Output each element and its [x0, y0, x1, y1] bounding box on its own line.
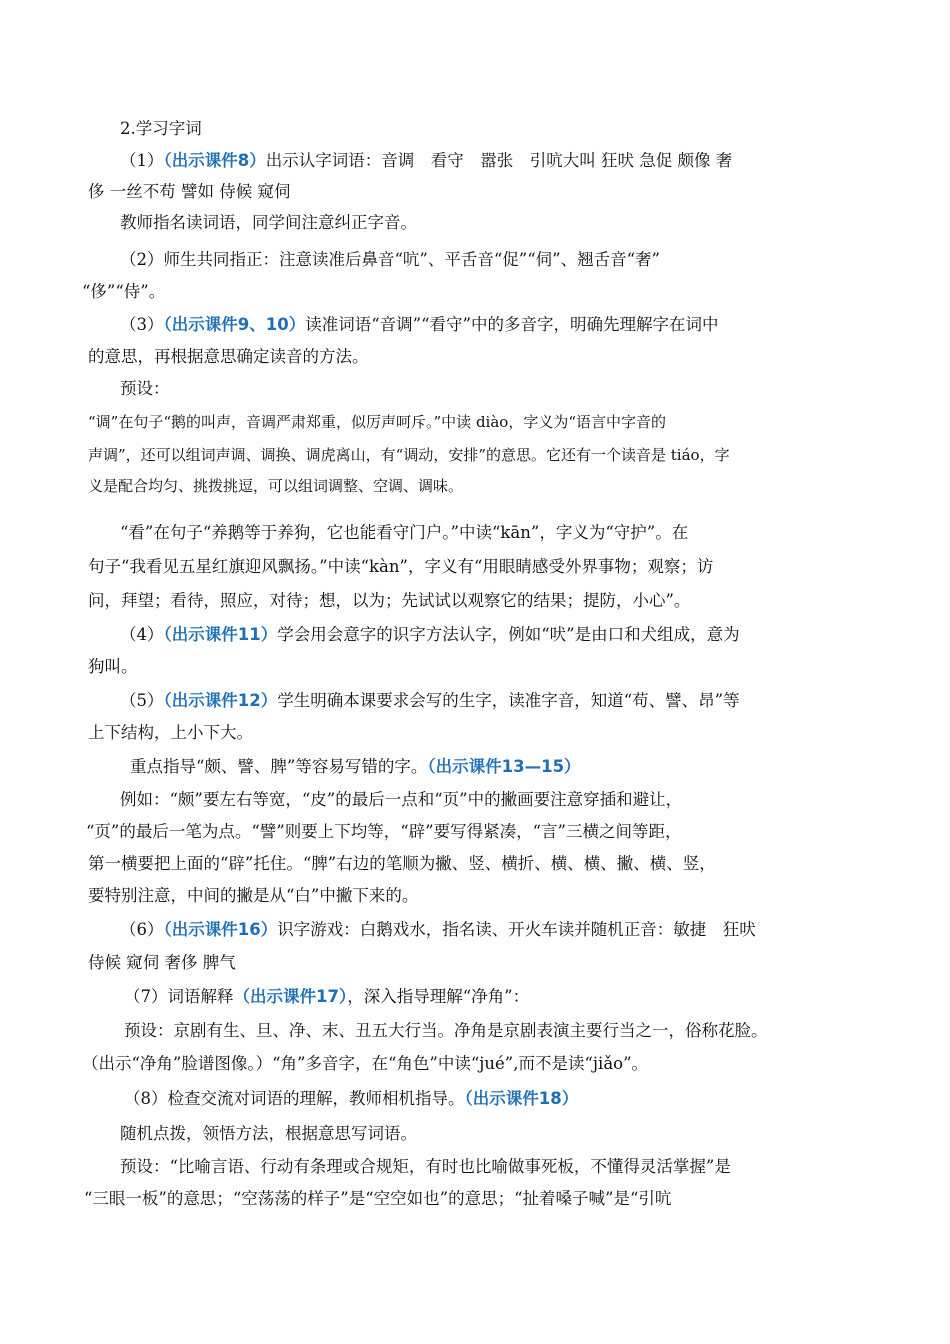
paragraph-3-continued: “侈”“侍”。 — [82, 282, 166, 301]
item-number: （1） — [120, 151, 164, 170]
paragraph-7-line-1: “看”在句子“养鹅等于养狗，它也能看守门户。”中读“kān”，字义为“守护”。在 — [120, 523, 689, 542]
paragraph-text: 读准词语“音调”“看守”中的多音字，明确先理解字在词中 — [305, 315, 719, 334]
paragraph-9 — [120, 690, 900, 712]
paragraph-6-line-3: 义是配合均匀、挑拨挑逗，可以组词调整、空调、调味。 — [88, 477, 464, 495]
paragraph-6-line-2: 声调”，还可以组词声调、调换、调虎离山，有“调动，安排”的意思。它还有一个读音是 tiáo，字 — [88, 446, 730, 464]
paragraph-text: （8）检查交流对词语的理解，教师相机指导。 — [124, 1089, 465, 1108]
courseware-ref: （出示课件17） — [233, 987, 348, 1006]
courseware-ref: （出示课件18） — [464, 1089, 579, 1108]
item-number: （4） — [120, 625, 164, 644]
paragraph-text: 重点指导“颇、譬、脾”等容易写错的字。 — [130, 757, 428, 776]
paragraph-14-line-1: 预设：京剧有生、旦、净、末、丑五大行当。净角是京剧表演主要行当之一，俗称花脸。 — [124, 1021, 768, 1040]
paragraph-11-line-3: 第一横要把上面的“辟”托住。“脾”右边的笔顺为撇、竖、横折、横、横、撇、横、竖， — [88, 854, 716, 873]
paragraph-1 — [120, 150, 900, 172]
paragraph-8-continued: 狗叫。 — [88, 657, 138, 676]
paragraph-16: 随机点拨，领悟方法，根据意思写词语。 — [120, 1124, 417, 1143]
paragraph-1-continued: 侈 一丝不苟 譬如 侍候 窥伺 — [88, 182, 291, 201]
item-number: （6） — [120, 920, 164, 939]
paragraph-4 — [120, 314, 900, 336]
item-number: （5） — [120, 691, 164, 710]
paragraph-13 — [124, 986, 904, 1008]
paragraph-11-line-2: “页”的最后一笔为点。“譬”则要上下均等，“辟”要写得紧凑，“言”三横之间等距， — [86, 822, 682, 841]
paragraph-15 — [124, 1088, 904, 1110]
paragraph-14-line-2: （出示“净角”脸谱图像。）“角”多音字，在“角色”中读“jué”,而不是读“jiǎo”。 — [82, 1054, 649, 1073]
courseware-ref: （出示课件12） — [163, 691, 278, 710]
paragraph-5: 预设： — [120, 379, 170, 398]
paragraph-12-continued: 侍候 窥伺 奢侈 脾气 — [88, 953, 236, 972]
paragraph-11-line-4: 要特别注意，中间的撇是从“白”中撇下来的。 — [88, 886, 419, 905]
paragraph-11-line-1: 例如：“颇”要左右等宽，“皮”的最后一点和“页”中的撇画要注意穿插和避让， — [120, 790, 683, 809]
paragraph-text: 出示认字词语：音调 看守 嚣张 引吭大叫 狂吠 急促 颇像 奢 — [265, 151, 733, 170]
paragraph-text: （7）词语解释 — [124, 987, 234, 1006]
paragraph-17-line-1: 预设：“比喻言语、行动有条理或合规矩，有时也比喻做事死板，不懂得灵活掌握”是 — [120, 1157, 731, 1176]
paragraph-9-continued: 上下结构，上小下大。 — [88, 723, 253, 742]
courseware-ref: （出示课件9、10） — [163, 315, 306, 334]
paragraph-12 — [120, 919, 900, 941]
item-number: （3） — [120, 315, 164, 334]
paragraph-17-line-2: “三眼一板”的意思；“空荡荡的样子”是“空空如也”的意思；“扯着嗓子喊”是“引吭 — [84, 1189, 672, 1208]
paragraph-text: 识字游戏：白鹅戏水，指名读、开火车读并随机正音：敏捷 狂吠 — [277, 920, 756, 939]
courseware-ref: （出示课件16） — [163, 920, 278, 939]
paragraph-7-line-3: 问，拜望；看待，照应，对待；想，以为；先试试以观察它的结果；提防，小心”。 — [88, 591, 691, 610]
paragraph-7-line-2: 句子“我看见五星红旗迎风飘扬。”中读“kàn”，字义有“用眼睛感受外界事物；观察；访 — [88, 557, 714, 576]
section-heading: 2.学习字词 — [120, 119, 202, 138]
paragraph-6-line-1: “调”在句子“鹅的叫声，音调严肃郑重，似厉声呵斥。”中读 diào，字义为“语言中字音的 — [88, 413, 666, 431]
paragraph-4-continued: 的意思，再根据意思确定读音的方法。 — [88, 347, 369, 366]
paragraph-10 — [130, 756, 910, 778]
paragraph-8 — [120, 624, 900, 646]
courseware-ref: （出示课件11） — [163, 625, 278, 644]
paragraph-text: 学会用会意字的识字方法认字，例如“吠”是由口和犬组成，意为 — [277, 625, 740, 644]
paragraph-2: 教师指名读词语，同学间注意纠正字音。 — [120, 213, 417, 232]
paragraph-3: （2）师生共同指正：注意读准后鼻音“吭”、平舌音“促”“伺”、翘舌音“奢” — [120, 250, 660, 269]
paragraph-text-tail: ，深入指导理解“净角”： — [347, 987, 530, 1006]
paragraph-text: 学生明确本课要求会写的生字，读准字音，知道“苟、譬、昂”等 — [277, 691, 740, 710]
courseware-ref: （出示课件13—15） — [427, 757, 581, 776]
courseware-ref: （出示课件8） — [163, 151, 266, 170]
